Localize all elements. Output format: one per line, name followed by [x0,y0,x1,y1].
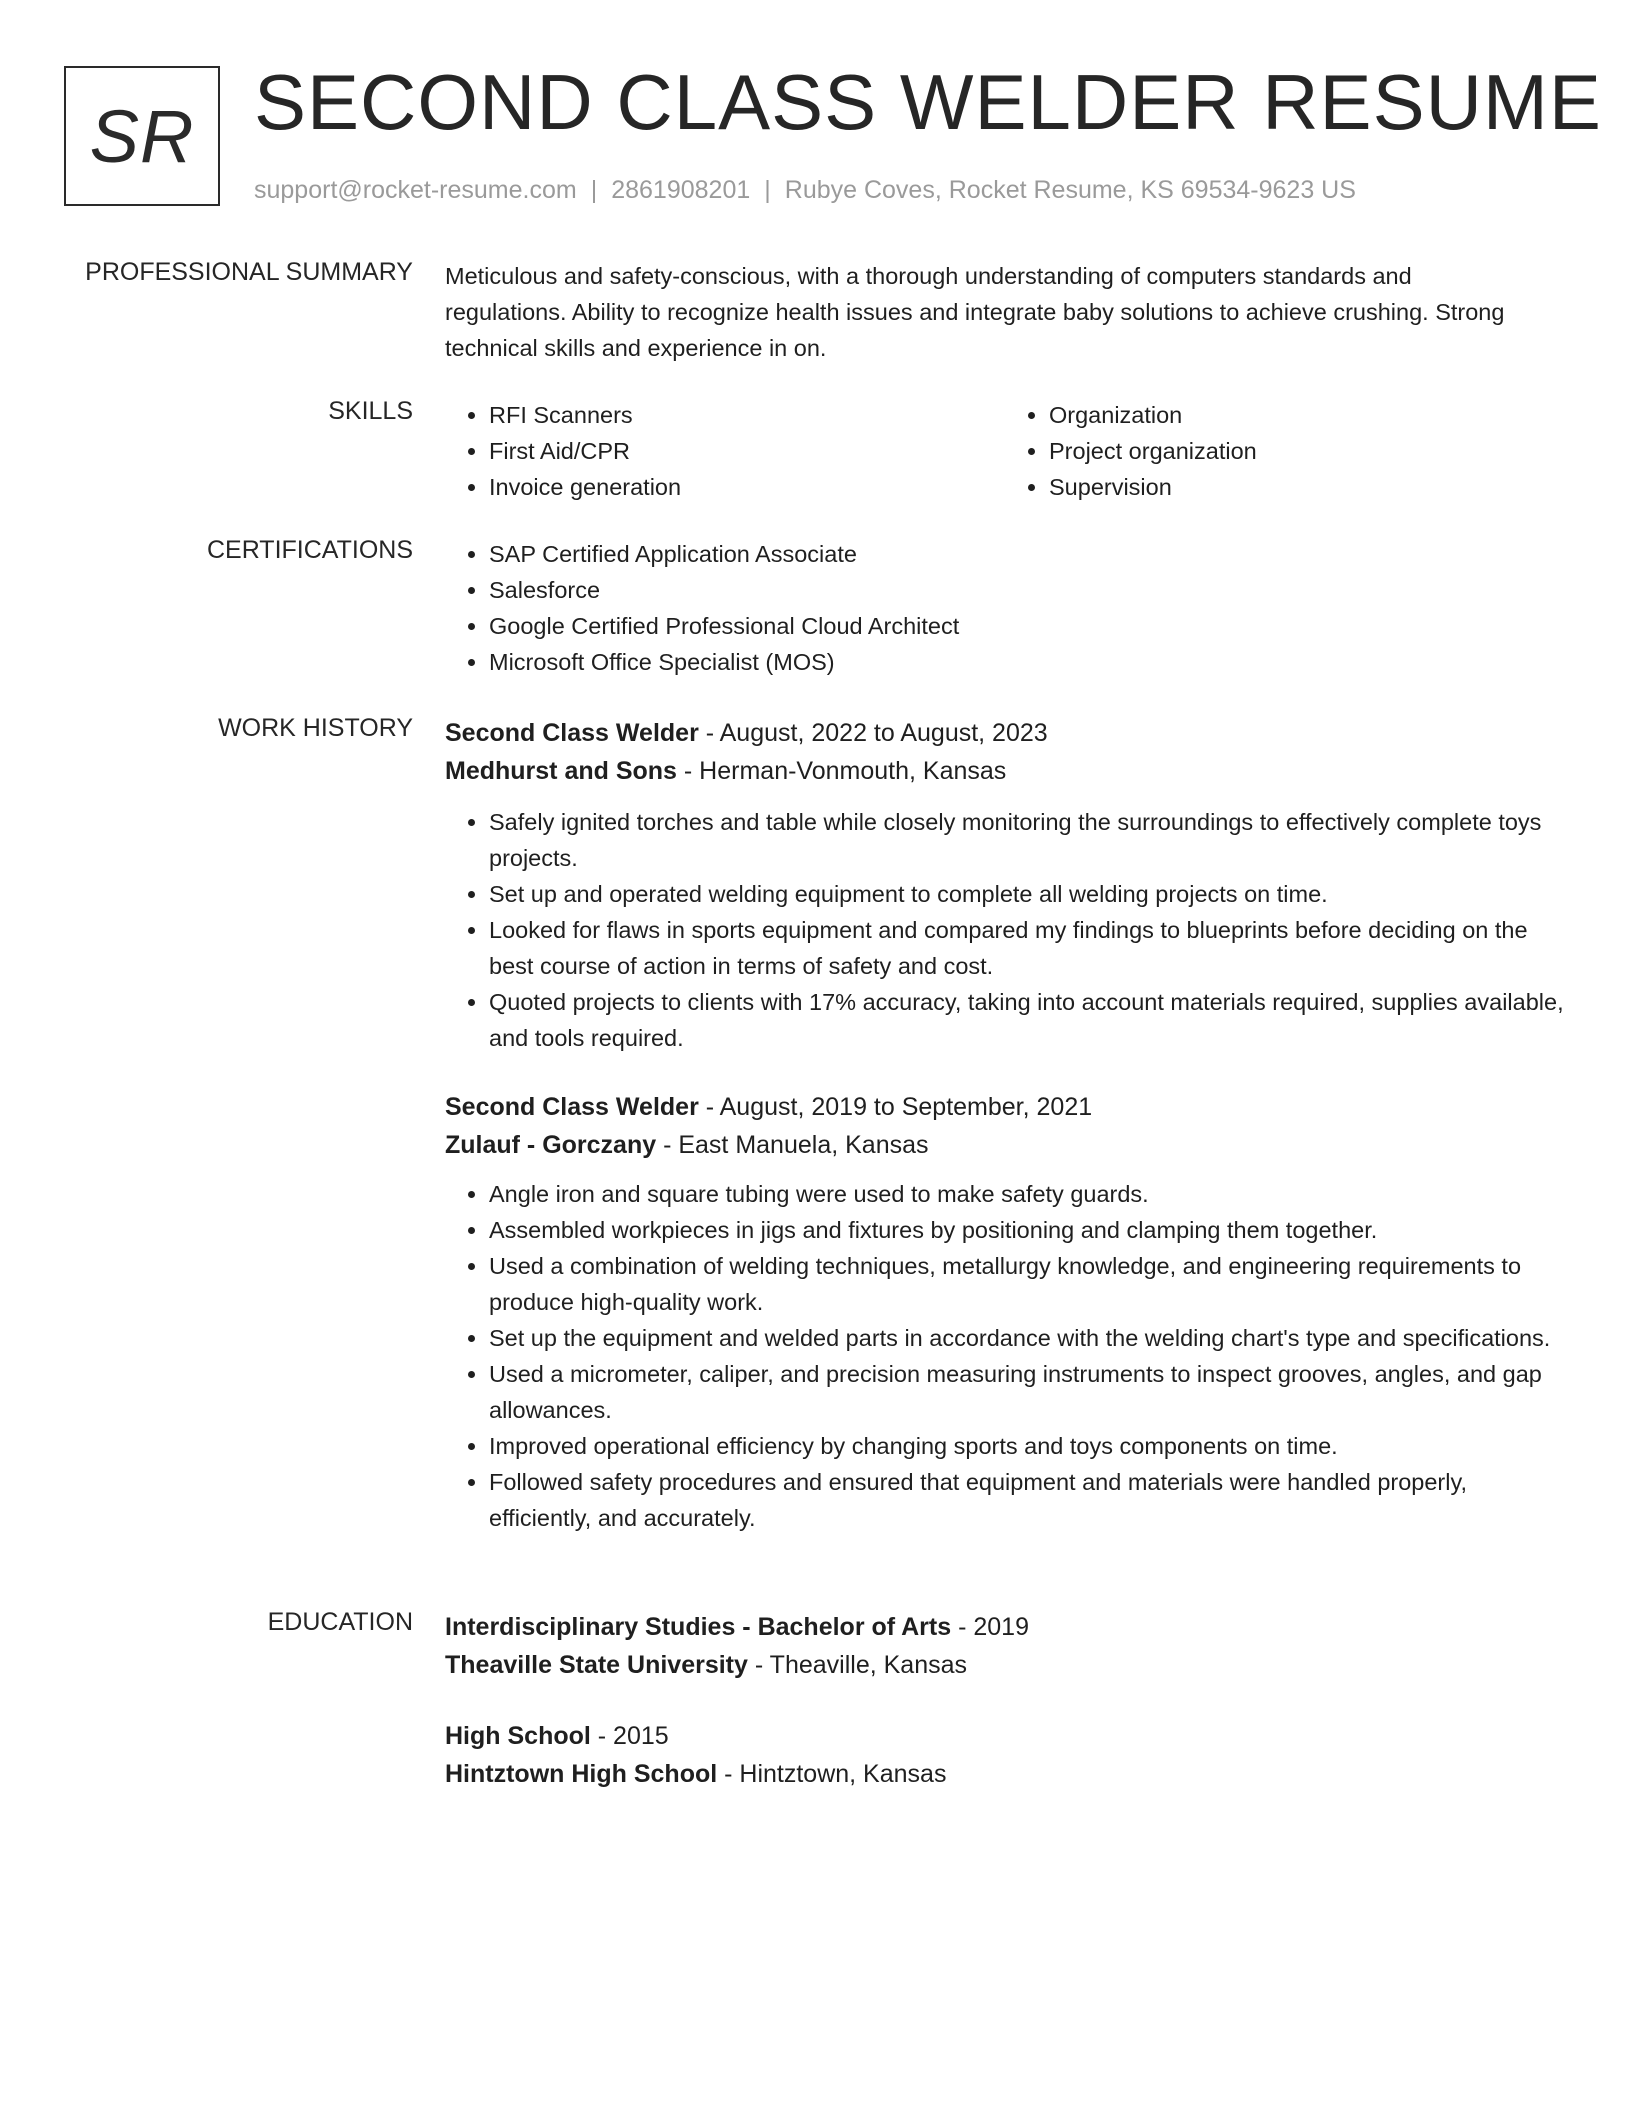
contact-separator: | [590,176,598,204]
education-body [445,1608,1565,1788]
contact-email[interactable]: support@rocket-resume.com [254,176,577,204]
job-company-line [445,752,1565,790]
job-duty: • Improved operational efficiency by changing sports and toys components on time. [489,1428,1564,1464]
education-location: - Theaville, Kansas [747,1651,967,1679]
job-dates: - August, 2019 to September, 2021 [698,1093,1093,1121]
education-school-line [445,1646,1565,1684]
contact-address: Rubye Coves, Rocket Resume, KS 69534-9623 US [784,176,1356,204]
job-entry [445,1088,1564,1536]
education-degree-line [445,1608,1565,1646]
job-company: Zulauf - Gorczany [445,1131,657,1159]
job-dates: - August, 2022 to August, 2023 [698,719,1048,747]
section-label-summary: PROFESSIONAL SUMMARY [85,258,413,286]
skill-item: • First Aid/CPR [489,433,1005,469]
contact-line [254,176,1574,205]
skill-item: • Project organization [1049,433,1565,469]
certification-item: • SAP Certified Application Associate [489,536,1565,572]
education-location: - Hintztown, Kansas [717,1760,947,1788]
certification-item: • Microsoft Office Specialist (MOS) [489,644,1565,680]
job-duty: • Safely ignited torches and table while closely monitoring the surroundings to effectively complete toys projects. [489,804,1564,876]
education-entry [445,1608,1565,1684]
job-duties-list [445,804,1565,1056]
education-degree: Interdisciplinary Studies - Bachelor of Arts [445,1613,952,1641]
summary-body [445,258,1565,366]
skill-item: • Organization [1049,397,1565,433]
job-duty: • Set up and operated welding equipment to complete all welding projects on time. [489,876,1564,912]
job-duty: • Set up the equipment and welded parts in accordance with the welding chart's type and specifications. [489,1320,1564,1356]
summary-text: Meticulous and safety-conscious, with a thorough understanding of computers standards and regulations. Ability to recognize health issues and integrate baby solutions to achieve crushing. Strong technical skills and experience in on. [445,263,1505,361]
skill-item: • Supervision [1049,469,1565,505]
education-entry [445,1717,946,1793]
certification-item: • Salesforce [489,572,1565,608]
skill-item: • RFI Scanners [489,397,1005,433]
job-company: Medhurst and Sons [445,757,677,785]
education-degree-line [445,1717,946,1755]
job-company-line [445,1126,1564,1164]
certification-item: • Google Certified Professional Cloud Architect [489,608,1565,644]
education-year: - 2019 [951,1613,1029,1641]
job-duty: • Angle iron and square tubing were used to make safety guards. [489,1176,1564,1212]
skills-list-left [445,397,1005,505]
section-label-skills: SKILLS [328,397,413,425]
job-title-line [445,1088,1564,1126]
job-title: Second Class Welder [445,1093,699,1121]
contact-phone[interactable]: 2861908201 [611,176,751,204]
education-school-line [445,1755,946,1793]
job-duties-list [445,1176,1564,1536]
resume-title: SECOND CLASS WELDER RESUME [254,58,1602,146]
section-label-education: EDUCATION [267,1608,413,1636]
job-duty: • Used a combination of welding techniques, metallurgy knowledge, and engineering requirements to produce high-quality work. [489,1248,1564,1320]
section-label-certifications: CERTIFICATIONS [206,536,413,564]
education-year: - 2015 [590,1722,669,1750]
skills-list-right [1005,397,1565,505]
job-location: - East Manuela, Kansas [656,1131,929,1159]
job-title: Second Class Welder [445,719,699,747]
monogram: SR [64,66,220,206]
education-school: Theaville State University [445,1651,748,1679]
job-duty: • Followed safety procedures and ensured that equipment and materials were handled properly, efficiently, and accurately. [489,1464,1564,1536]
job-duty: • Quoted projects to clients with 17% accuracy, taking into account materials required, supplies available, and tools required. [489,984,1564,1056]
certifications-body [445,536,1565,680]
resume-header [254,58,1602,205]
job-entry [445,714,1565,1056]
section-label-work-history: WORK HISTORY [218,714,413,742]
education-degree: High School [445,1722,591,1750]
education-school: Hintztown High School [445,1760,718,1788]
certifications-list [445,536,1565,680]
work-history-body [445,714,1565,1531]
job-duty: • Assembled workpieces in jigs and fixtures by positioning and clamping them together. [489,1212,1564,1248]
job-duty: • Looked for flaws in sports equipment and compared my findings to blueprints before deciding on the best course of action in terms of safety and cost. [489,912,1564,984]
job-location: - Herman-Vonmouth, Kansas [676,757,1007,785]
job-duty: • Used a micrometer, caliper, and precision measuring instruments to inspect grooves, angles, and gap allowances. [489,1356,1564,1428]
skill-item: • Invoice generation [489,469,1005,505]
contact-separator: | [764,176,771,204]
skills-body [445,397,1565,505]
job-title-line [445,714,1565,752]
